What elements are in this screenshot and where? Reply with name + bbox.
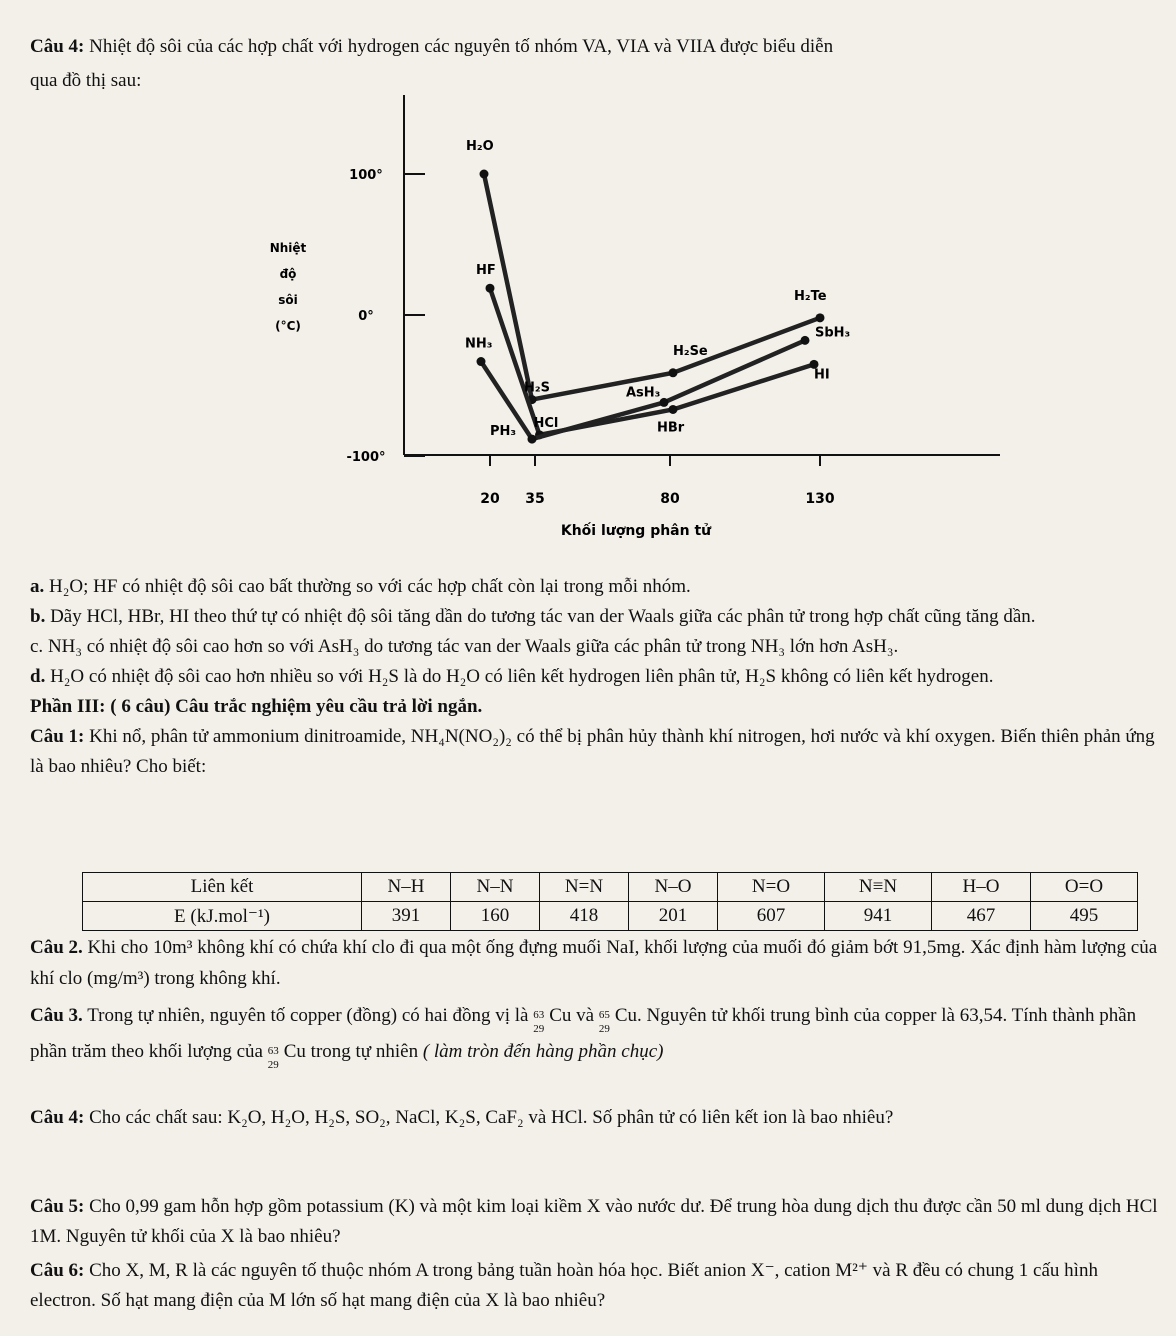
questions-5-6 — [30, 1192, 1160, 1316]
chart-labels — [465, 139, 850, 439]
energy-cell: 418 — [540, 902, 629, 931]
data-point — [669, 368, 678, 377]
chart-series — [477, 170, 825, 444]
point-label: H₂Se — [673, 343, 708, 359]
bond-cell: N≡N — [825, 873, 932, 902]
y-tick-label: -100° — [346, 450, 386, 465]
part-3-title: Phần III: ( 6 câu) Câu trắc nghiệm yêu cầu trả lời ngắn. — [30, 696, 483, 717]
bond-cell: N–O — [629, 873, 718, 902]
y-axis-label: Nhiệt — [269, 241, 307, 255]
questions-2-3 — [30, 932, 1160, 1070]
question-text-cont: qua đồ thị sau: — [30, 70, 142, 91]
boiling-point-chart — [0, 0, 1176, 560]
table-row — [83, 873, 1138, 902]
statements — [30, 572, 1160, 782]
bond-cell: O=O — [1031, 873, 1138, 902]
question-6: Câu 6: Cho X, M, R là các nguyên tố thuộc nhóm A trong bảng tuần hoàn hóa học. Biết anion X⁻, cation M²⁺ và R đều có chung 1 cấu hình electron. Số hạt mang điện của M lớn số hạt mang điện của X là bao nhiêu? — [30, 1260, 1098, 1311]
y-tick-label: 100° — [349, 168, 383, 183]
point-label: PH₃ — [490, 424, 517, 440]
data-point — [477, 357, 486, 366]
question-4-substances: Câu 4: Cho các chất sau: K₂O, H₂O, H₂S, SO₂, NaCl, K₂S, CaF₂ và HCl. Số phân tử có liên kết ion là bao nhiêu? — [30, 1107, 894, 1128]
data-point — [669, 405, 678, 414]
header-cell: Liên kết — [83, 873, 362, 902]
bond-cell: N=N — [540, 873, 629, 902]
point-label: HCl — [533, 415, 559, 431]
statement-a: a. H₂O; HF có nhiệt độ sôi cao bất thường so với các hợp chất còn lại trong mỗi nhóm. — [30, 576, 691, 597]
energy-label-cell: E (kJ.mol⁻¹) — [83, 902, 362, 931]
series-line — [490, 288, 814, 435]
statement-c: c. NH₃ có nhiệt độ sôi cao hơn so với AsH₃ do tương tác van der Waals giữa các phân tử trong NH₃ lớn hơn AsH₃. — [30, 636, 899, 657]
isotope-63: 63 29 — [267, 1045, 279, 1071]
isotope-65: 65 29 — [598, 1009, 610, 1035]
x-tick-label: 80 — [660, 491, 680, 507]
energy-cell: 201 — [629, 902, 718, 931]
energy-cell: 941 — [825, 902, 932, 931]
data-point — [486, 284, 495, 293]
series-line — [484, 174, 820, 400]
x-tick-label: 130 — [805, 491, 835, 507]
point-label: AsH₃ — [626, 385, 661, 401]
point-label: HF — [476, 263, 496, 279]
statement-b: b. Dãy HCl, HBr, HI theo thứ tự có nhiệt độ sôi tăng dần do tương tác van der Waals giữa các phân tử trong hợp chất cũng tăng dần. — [30, 606, 1036, 627]
energy-cell: 160 — [451, 902, 540, 931]
question-1: Câu 1: Khi nổ, phân tử ammonium dinitroamide, NH₄N(NO₂)₂ có thể bị phân hủy thành khí nitrogen, hơi nước và khí oxygen. Biến thiên phản ứng là bao nhiêu? Cho biết: — [30, 726, 1155, 777]
bond-energy-table — [82, 872, 1138, 931]
isotope-63: 63 29 — [533, 1009, 545, 1035]
y-axis-label: (°C) — [275, 319, 301, 333]
x-tick-label: 35 — [525, 491, 545, 507]
data-point — [816, 313, 825, 322]
x-axis-label: Khối lượng phân tử — [560, 523, 712, 539]
point-label: HI — [814, 367, 830, 383]
bond-cell: N–N — [451, 873, 540, 902]
energy-cell: 391 — [362, 902, 451, 931]
y-axis-label: sôi — [278, 293, 298, 307]
data-point — [801, 336, 810, 345]
point-label: H₂S — [524, 380, 550, 396]
x-tick-label: 20 — [480, 491, 500, 507]
question-text: Nhiệt độ sôi của các hợp chất với hydrogen các nguyên tố nhóm VA, VIA và VIIA được biểu diễn — [89, 36, 834, 57]
y-tick-label: 0° — [358, 309, 374, 324]
point-label: SbH₃ — [815, 325, 851, 341]
point-label: HBr — [657, 420, 685, 436]
data-point — [528, 435, 537, 444]
bond-cell: H–O — [932, 873, 1031, 902]
energy-cell: 495 — [1031, 902, 1138, 931]
question-4b — [30, 1100, 1160, 1136]
point-label: H₂Te — [794, 288, 827, 304]
question-5: Câu 5: Cho 0,99 gam hỗn hợp gồm potassium (K) và một kim loại kiềm X vào nước dư. Để trung hòa dung dịch thu được cần 50 ml dung dịch HCl 1M. Nguyên tử khối của X là bao nhiêu? — [30, 1196, 1158, 1247]
energy-cell: 467 — [932, 902, 1031, 931]
y-axis-label: độ — [279, 267, 297, 281]
data-point — [660, 398, 669, 407]
bond-cell: N–H — [362, 873, 451, 902]
question-2: Câu 2. Khi cho 10m³ không khí có chứa khí clo đi qua một ống đựng muối NaI, khối lượng của muối đó giảm bớt 91,5mg. Xác định hàm lượng của khí clo (mg/m³) trong không khí. — [30, 937, 1158, 989]
chart-axes — [270, 95, 1000, 539]
statement-d: d. H₂O có nhiệt độ sôi cao hơn nhiều so với H₂S là do H₂O có liên kết hydrogen liên phân tử, H₂S không có liên kết hydrogen. — [30, 666, 994, 687]
question-3: Câu 3. Trong tự nhiên, nguyên tố copper (đồng) có hai đồng vị là 63 29 Cu và 65 29 Cu. Nguyên tử khối trung bình của copper là 63,54. Tính thành phần phần trăm theo khối lượng của 63 29 Cu trong tự nhiên ( làm tròn đến hàng phần chục) — [30, 1005, 1137, 1071]
data-point — [480, 170, 489, 179]
table-row — [83, 902, 1138, 931]
question-label: Câu 4: — [30, 36, 85, 57]
energy-cell: 607 — [718, 902, 825, 931]
point-label: NH₃ — [465, 336, 493, 352]
bond-cell: N=O — [718, 873, 825, 902]
point-label: H₂O — [466, 139, 494, 154]
